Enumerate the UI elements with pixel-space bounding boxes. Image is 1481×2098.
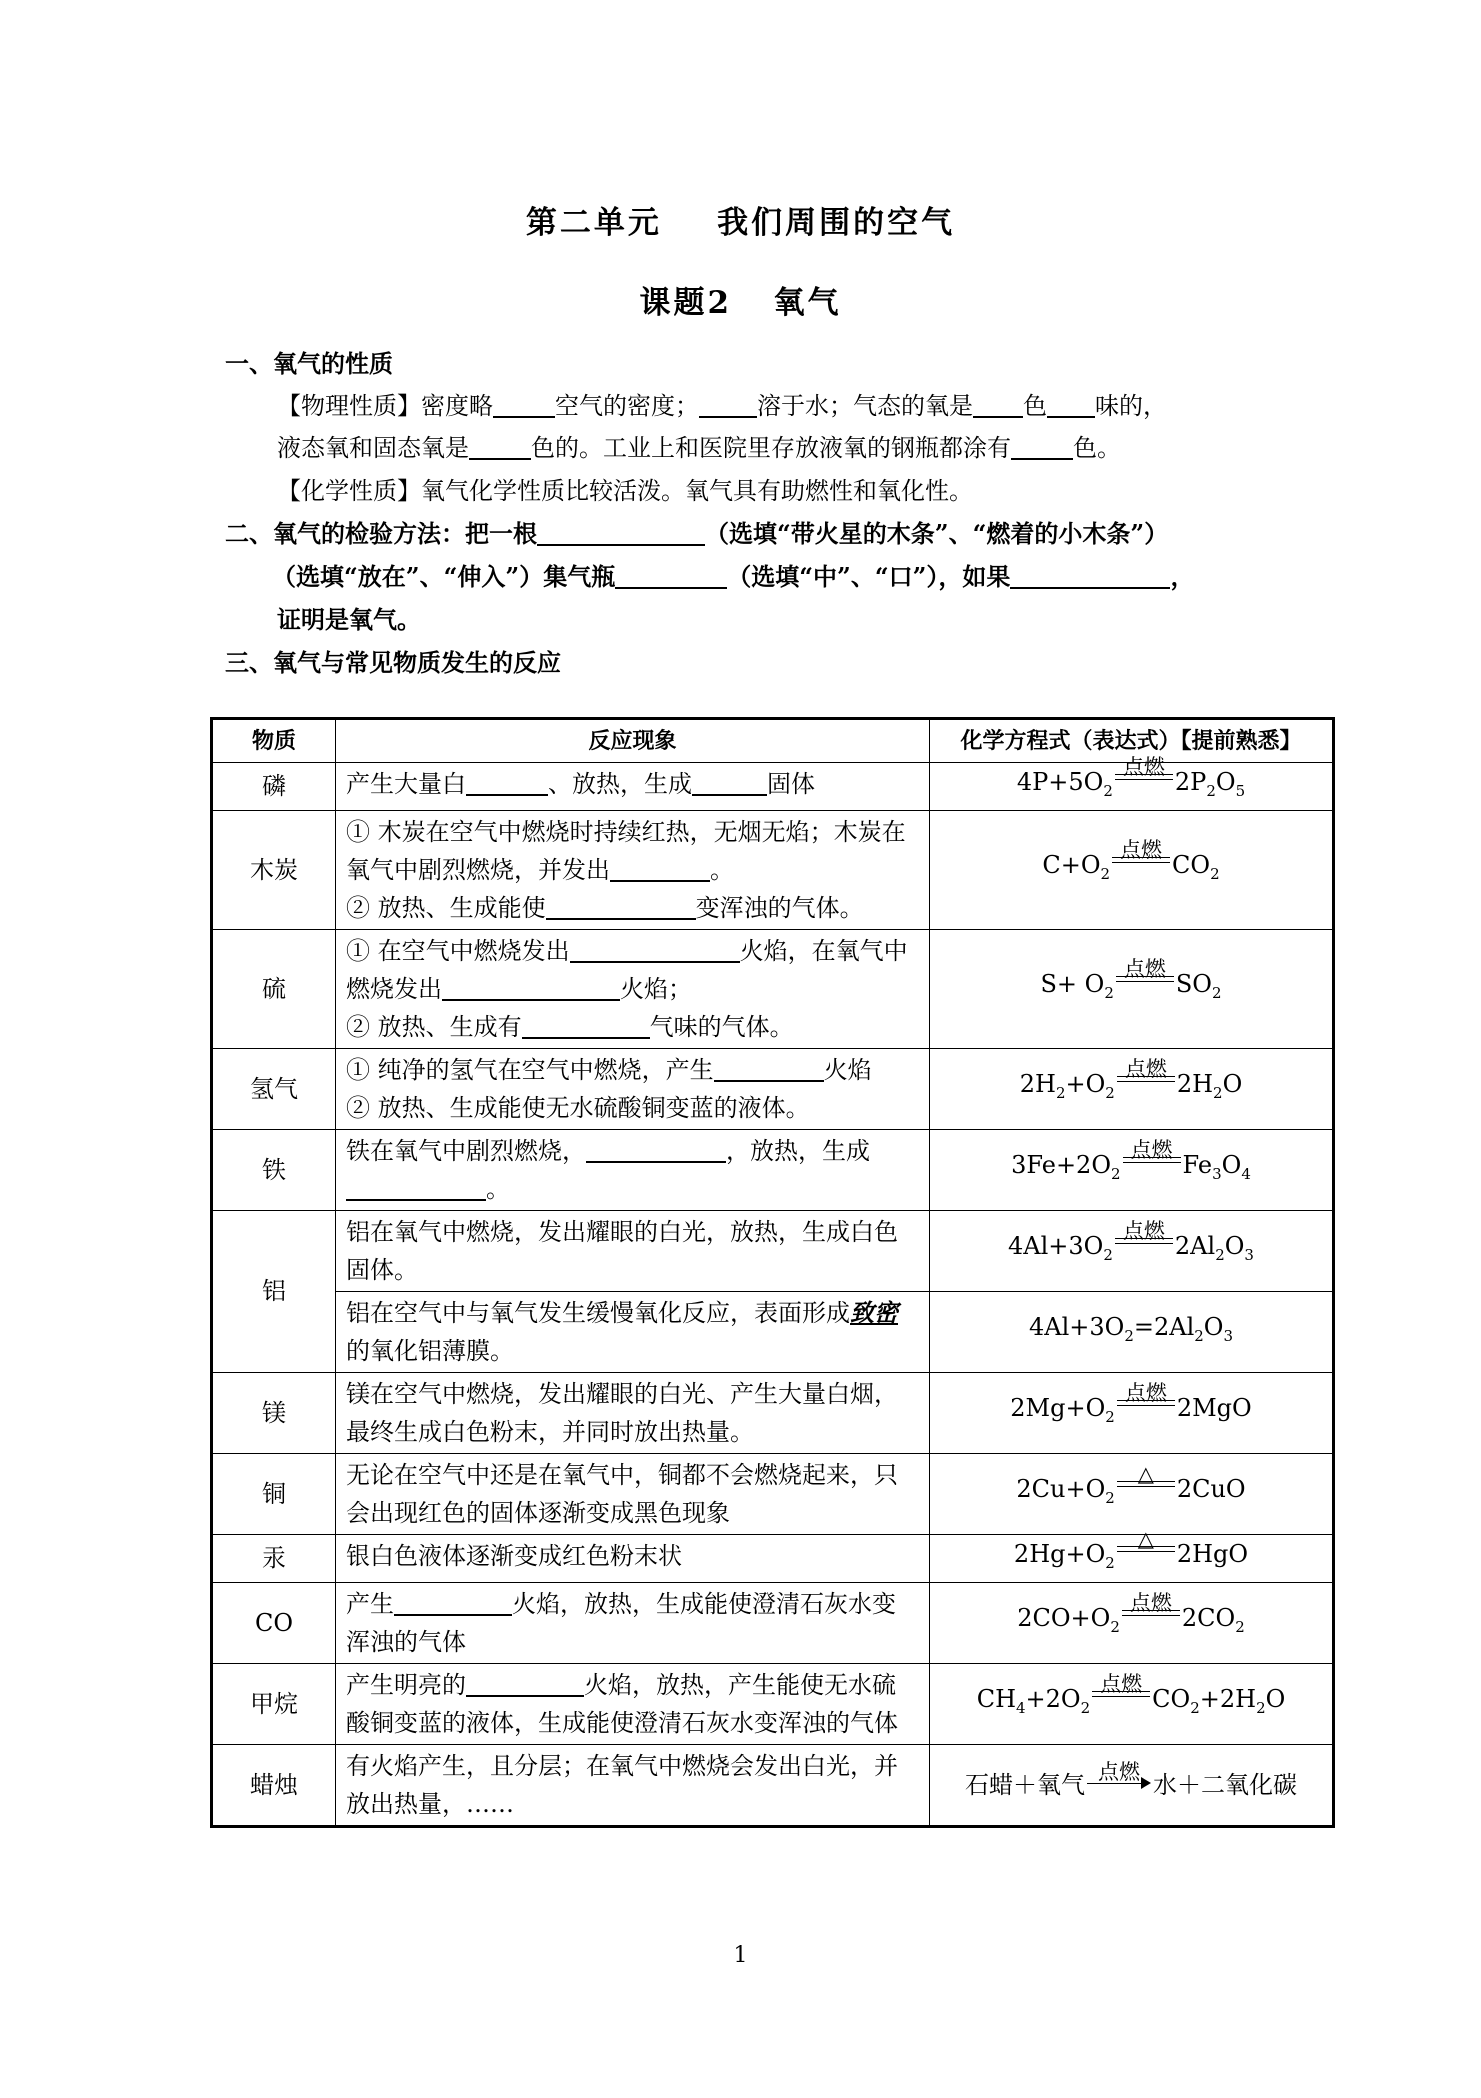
blank[interactable]: [394, 1590, 512, 1616]
substance-name: 镁: [212, 1372, 336, 1453]
phenomenon-cell: 无论在空气中还是在氧气中，铜都不会燃烧起来，只会出现红色的固体逐渐变成黑色现象: [336, 1453, 930, 1534]
equation-cell: $2Mg+O_2$ 点燃 2MgO: [930, 1372, 1334, 1453]
ignite-condition: 点燃: [1092, 1687, 1150, 1707]
substance-name: 铁: [212, 1129, 336, 1210]
substance-name: 硫: [212, 929, 336, 1048]
physical-property-line: 【物理性质】密度略 空气的密度； 溶于水；气态的氧是 色 味的，: [277, 392, 1167, 420]
page-number: 1: [733, 1943, 748, 1968]
blank[interactable]: [466, 1671, 584, 1697]
blank[interactable]: [973, 392, 1023, 418]
physical-property-line-2: 液态氧和固态氧是 色的。工业上和医院里存放液氧的钢瓶都涂有 色。: [277, 434, 1121, 462]
table-row: [212, 929, 1334, 1048]
equation-cell: $3Fe+2O_2$ 点燃 $Fe_3O_4$: [930, 1129, 1334, 1210]
table-row: [212, 1453, 1334, 1534]
table-row: [212, 1534, 1334, 1582]
phenomenon-cell: 产生大量白 、放热，生成 固体: [336, 763, 930, 811]
ignite-condition: 点燃: [1117, 1396, 1175, 1416]
phenomenon-cell: 有火焰产生，且分层；在氧气中燃烧会发出白光，并放出热量，……: [336, 1744, 930, 1826]
equation-cell: $CH_4+2O_2$ 点燃 $CO_2+2H_2O$: [930, 1663, 1334, 1744]
blank[interactable]: [699, 392, 757, 418]
equation-cell: $4Al+3O_2=2Al_2O_3$: [930, 1291, 1334, 1372]
equation-cell: $C+O_2$ 点燃 $CO_2$: [930, 810, 1334, 929]
blank[interactable]: [1010, 563, 1170, 589]
table-row: [212, 763, 1334, 811]
table-row: [212, 1582, 1334, 1663]
table-row: [212, 1210, 1334, 1291]
substance-name: 磷: [212, 763, 336, 811]
substance-name: 铜: [212, 1453, 336, 1534]
table-row: [212, 810, 1334, 929]
phenomenon-cell: 镁在空气中燃烧，发出耀眼的白光、产生大量白烟，最终生成白色粉末，并同时放出热量。: [336, 1372, 930, 1453]
ignite-condition: 点燃: [1112, 853, 1170, 873]
substance-name: 铝: [212, 1210, 336, 1372]
substance-name: 甲烷: [212, 1663, 336, 1744]
blank[interactable]: [522, 1013, 650, 1039]
ignite-condition: 点燃: [1122, 1606, 1180, 1626]
ignite-condition: 点燃: [1117, 1072, 1175, 1092]
table-row: [212, 1129, 1334, 1210]
emphasized-term: 致密: [850, 1297, 898, 1327]
phenomenon-cell: 银白色液体逐渐变成红色粉末状: [336, 1534, 930, 1582]
equation-cell: $4P+5O_2$ 点燃 $2P_2O_5$: [930, 763, 1334, 811]
table-row: [212, 1048, 1334, 1129]
blank[interactable]: [469, 434, 531, 460]
table-row: [212, 1744, 1334, 1826]
blank[interactable]: [537, 520, 705, 546]
phenomenon-cell: ① 纯净的氢气在空气中燃烧，产生 火焰 ② 放热、生成能使无水硫酸铜变蓝的液体。: [336, 1048, 930, 1129]
substance-name: 氢气: [212, 1048, 336, 1129]
section-2-line-2: （选填“放在”、“伸入”）集气瓶 （选填“中”、“口”），如果 ，: [272, 562, 1195, 591]
phenomenon-cell: 铝在空气中与氧气发生缓慢氧化反应，表面形成致密的氧化铝薄膜。: [336, 1291, 930, 1372]
section-1-heading: 一、氧气的性质: [225, 349, 393, 378]
table-row: [212, 1663, 1334, 1744]
equation-cell: $2CO+O_2$ 点燃 $2CO_2$: [930, 1582, 1334, 1663]
blank[interactable]: [610, 856, 710, 882]
section-2-line-3: 证明是氧气。: [277, 605, 421, 634]
table-row: [212, 1291, 1334, 1372]
phenomenon-cell: 产生 火焰，放热，生成能使澄清石灰水变浑浊的气体: [336, 1582, 930, 1663]
equation-cell: 石蜡＋氧气 点燃 水＋二氧化碳: [930, 1744, 1334, 1826]
phenomenon-cell: ① 在空气中燃烧发出 火焰，在氧气中燃烧发出 火焰； ② 放热、生成有 气味的气体。: [336, 929, 930, 1048]
table-row: [212, 1372, 1334, 1453]
equation-cell: $S+ O_2$ 点燃 $SO_2$: [930, 929, 1334, 1048]
substance-name: 汞: [212, 1534, 336, 1582]
blank[interactable]: [615, 563, 727, 589]
substance-name: CO: [212, 1582, 336, 1663]
section-2-line-1: 二、氧气的检验方法：把一根 （选填“带火星的木条”、“燃着的小木条”）: [225, 519, 1169, 548]
phenomenon-cell: 铁在氧气中剧烈燃烧， ，放热，生成。: [336, 1129, 930, 1210]
blank[interactable]: [692, 770, 767, 796]
blank[interactable]: [346, 1175, 486, 1201]
column-header: 化学方程式（表达式）【提前熟悉】: [930, 719, 1334, 763]
page-title: 第二单元 我们周围的空气: [525, 205, 956, 241]
reaction-table: [210, 717, 1335, 1828]
column-header: 反应现象: [336, 719, 930, 763]
phenomenon-cell: 铝在氧气中燃烧，发出耀眼的白光，放热，生成白色固体。: [336, 1210, 930, 1291]
ignite-condition: 点燃: [1116, 972, 1174, 992]
blank[interactable]: [546, 894, 696, 920]
blank[interactable]: [1011, 434, 1073, 460]
phenomenon-cell: 产生明亮的 火焰，放热，产生能使无水硫酸铜变蓝的液体，生成能使澄清石灰水变浑浊的气体: [336, 1663, 930, 1744]
blank[interactable]: [442, 975, 620, 1001]
phenomenon-cell: ① 木炭在空气中燃烧时持续红热，无烟无焰；木炭在氧气中剧烈燃烧，并发出 。 ② 放热、生成能使 变浑浊的气体。: [336, 810, 930, 929]
substance-name: 蜡烛: [212, 1744, 336, 1826]
equation-cell: $2Hg+O_2$ △ 2HgO: [930, 1534, 1334, 1582]
ignite-condition: 点燃: [1115, 1234, 1173, 1254]
chemical-property-line: 【化学性质】氧气化学性质比较活泼。氧气具有助燃性和氧化性。: [277, 477, 973, 505]
page-subtitle: 课题2 氧气: [639, 285, 842, 321]
equation-cell: $4Al+3O_2$ 点燃 $2Al_2O_3$: [930, 1210, 1334, 1291]
ignite-condition: 点燃: [1123, 1153, 1181, 1173]
blank[interactable]: [714, 1056, 824, 1082]
blank[interactable]: [493, 392, 555, 418]
blank[interactable]: [466, 770, 548, 796]
equation-cell: $2Cu+O_2$ △ 2CuO: [930, 1453, 1334, 1534]
heat-condition: △: [1117, 1477, 1175, 1497]
blank[interactable]: [570, 937, 740, 963]
section-3-heading: 三、氧气与常见物质发生的反应: [225, 648, 561, 677]
column-header: 物质: [212, 719, 336, 763]
equation-cell: $2H_2+O_2$ 点燃 $2H_2O$: [930, 1048, 1334, 1129]
substance-name: 木炭: [212, 810, 336, 929]
ignite-condition: 点燃: [1115, 770, 1173, 790]
blank[interactable]: [1047, 392, 1095, 418]
blank[interactable]: [586, 1137, 726, 1163]
reaction-arrow: 点燃: [1087, 1773, 1151, 1793]
heat-condition: △: [1117, 1542, 1175, 1562]
